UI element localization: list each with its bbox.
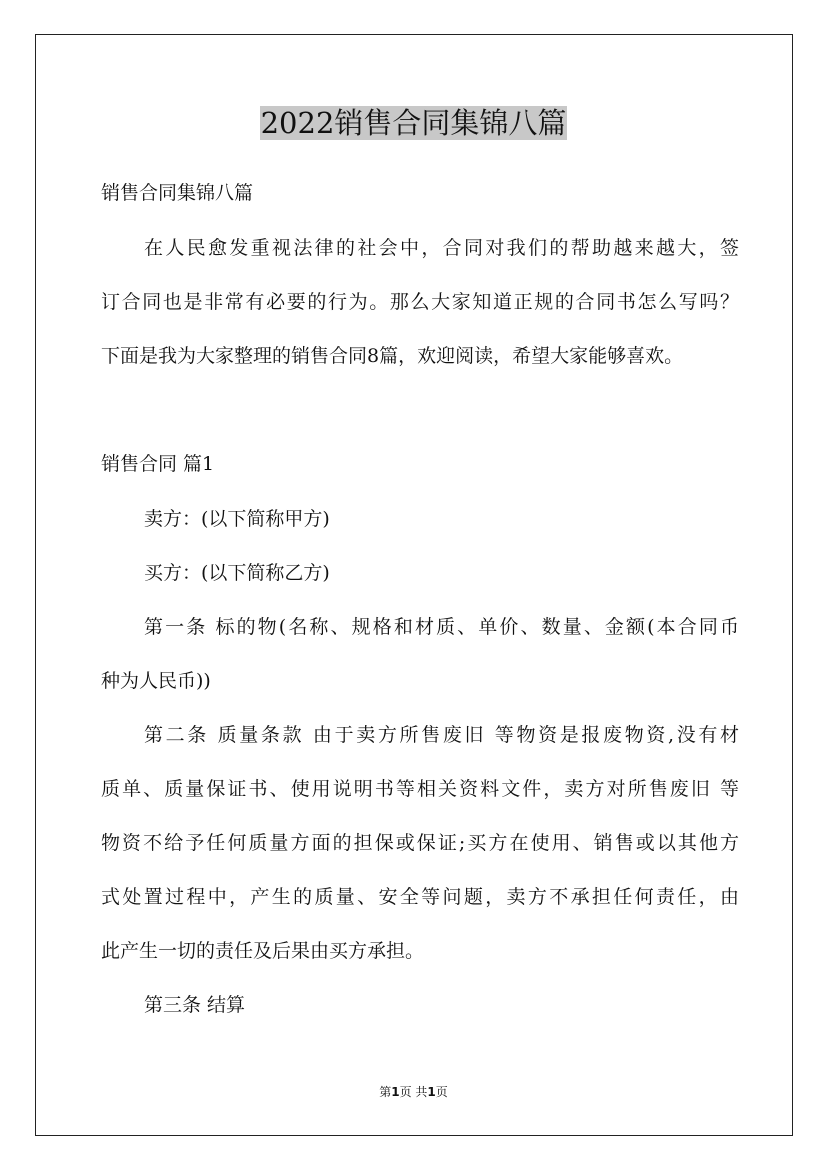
footer-page-suffix: 页 bbox=[435, 1085, 448, 1099]
article2-line-4: 式处置过程中，产生的质量、安全等问题，卖方不承担任何责任，由 bbox=[101, 886, 739, 908]
article1-line-2: 种为人民币)) bbox=[101, 670, 211, 692]
page-footer bbox=[0, 1084, 827, 1100]
article2-line-5: 此产生一切的责任及后果由买方承担。 bbox=[101, 940, 425, 962]
footer-page-prefix: 第 bbox=[379, 1085, 392, 1099]
document-subtitle: 销售合同集锦八篇 bbox=[101, 182, 254, 204]
document-title bbox=[0, 104, 827, 142]
document-title-text: 2022销售合同集锦八篇 bbox=[260, 106, 567, 140]
footer-page-current: 1 bbox=[391, 1085, 400, 1099]
intro-line-3: 下面是我为大家整理的销售合同8篇，欢迎阅读，希望大家能够喜欢。 bbox=[101, 345, 684, 367]
intro-line-1: 在人民愈发重视法律的社会中，合同对我们的帮助越来越大，签 bbox=[144, 237, 739, 259]
article3-heading: 第三条 结算 bbox=[144, 994, 246, 1016]
article2-line-2: 质单、质量保证书、使用说明书等相关资料文件，卖方对所售废旧 等 bbox=[101, 778, 739, 800]
seller-line: 卖方：(以下简称甲方) bbox=[144, 508, 330, 530]
intro-line-2: 订合同也是非常有必要的行为。那么大家知道正规的合同书怎么写吗？ bbox=[101, 291, 739, 313]
section-heading: 销售合同 篇1 bbox=[101, 453, 215, 475]
footer-page-mid: 页 共 bbox=[399, 1085, 428, 1099]
buyer-line: 买方：(以下简称乙方) bbox=[144, 562, 330, 584]
article2-line-1: 第二条 质量条款 由于卖方所售废旧 等物资是报废物资,没有材 bbox=[144, 724, 739, 746]
article2-line-3: 物资不给予任何质量方面的担保或保证;买方在使用、销售或以其他方 bbox=[101, 832, 739, 854]
article1-line-1: 第一条 标的物(名称、规格和材质、单价、数量、金额(本合同币 bbox=[144, 616, 739, 638]
footer-page-total: 1 bbox=[427, 1085, 436, 1099]
